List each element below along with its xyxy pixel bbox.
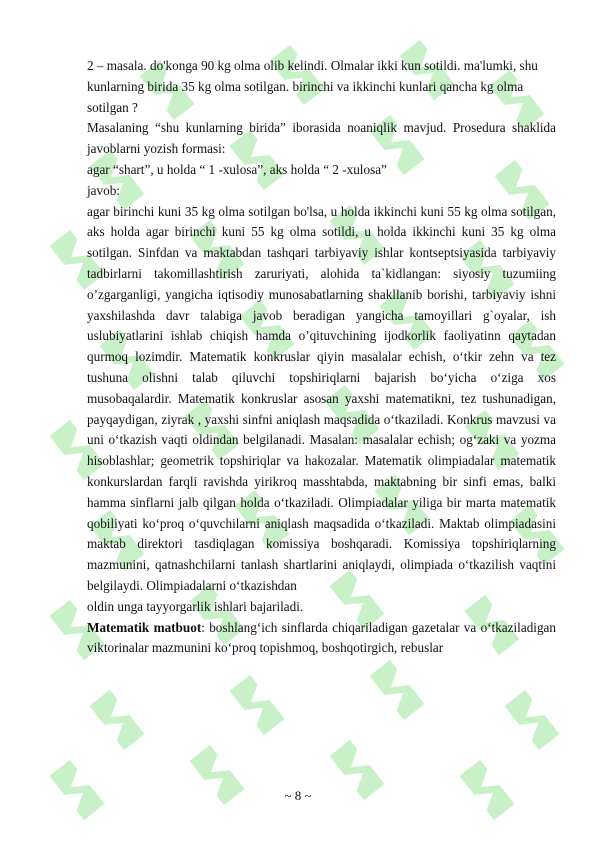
press-paragraph <box>87 618 556 660</box>
main-paragraph: agar birinchi kuni 35 kg olma sotilgan bo'lsa, u holda ikkinchi kuni 55 kg olma sotilgan, aks holda agar birinchi kuni 55 kg olma sotildi, u holda ikkinchi kuni 35 kg olma sotilgan. Sinfdan va maktabdan tashqari tarbiyaviy ishlar kontseptsiyasida tarbiyaviy tadbirlarni takomillashtirish zaruriyati, alohida ta`kidlangan: siyosiy tuzumiing o’zgarganligi, yangicha iqtisodiy munosabatlarning shakllanib borishi, tarbiyaviy ishni yaxshilashda davr talabiga javob beradigan yangicha tamoyillari g`oyalar, ish uslubiyatlarini ishlab chiqish hamda o’qituvchining ijodkorlik faoliyatinn qaytadan qurmoq lozimdir. Matematik konkruslar qiyin masalalar echish, o‘tkir zehn va tez tushuna olishni talab qiluvchi topshiriqlarni bajarish bo‘yicha o‘ziga xos musobaqalardir. Matematik konkruslar asosan yaxshi matematikni, tez tushunadigan, payqaydigan, ziyrak , yaxshi sinfni aniqlash maqsadida o‘tkaziladi. Konkrus mavzusi va uni o‘tkazish vaqti oldindan belgilanadi. Masalan: masalalar echish; og‘zaki va yozma hisoblashlar; geometrik topshiriqlar va hakozalar. Matematik olimpiadalar matematik konkurslardan farqli ravishda yirikroq masshtabda, maktabning bir sinfi emas, balki hamma sinflarni jalb qilgan holda o‘tkaziladi. Olimpiadalar yiliga bir marta matematik qobiliyati ko‘proq o‘quvchilarni aniqlash maqsadida o‘tkaziladi. Maktab olimpiadasini maktab direktori tasdiqlagan komissiya boshqaradi. Komissiya topshiriqlarning mazmunini, qatnashchilarni tanlash shartlarini aniqlaydi, olimpiada o‘tkazilish vaqtini belgilaydi. Olimpiadalarni o‘tkazishdan <box>87 203 556 593</box>
press-text: : boshlang‘ich sinflarda chiqariladigan gazetalar va o‘tkaziladigan viktorinalar mazmunini ko‘proq topishmoq, boshqotirgich, rebuslar <box>87 619 556 656</box>
answer-label: javob: <box>87 182 120 198</box>
problem-note: Masalaning “shu kunlarning birida” iborasida noaniqlik mavjud. Prosedura shaklida javoblarni yozish formasi: <box>87 120 556 157</box>
problem-statement: 2 – masala. do'konga 90 kg olma olib kelindi. Olmalar ikki kun sotildi. ma'lumki, shu kunlarning birida 35 kg olma sotilgan. birinchi va ikkinchi kunlari qancha kg olma sotilgan ? <box>87 58 538 115</box>
bookmark-s-icon <box>500 686 564 754</box>
bookmark-s-icon <box>85 686 149 754</box>
preparation-line: oldin unga tayyorgarlik ishlari bajariladi. <box>87 598 304 614</box>
answer-form: agar “shart”, u holda “ 1 -xulosa”, aks holda “ 2 -xulosa” <box>87 161 387 177</box>
page-number: ~ 8 ~ <box>284 788 312 803</box>
page-body <box>87 56 556 659</box>
bookmark-s-icon <box>365 656 429 724</box>
press-heading: Matematik matbuot <box>87 619 202 635</box>
bookmark-s-icon <box>225 671 289 739</box>
